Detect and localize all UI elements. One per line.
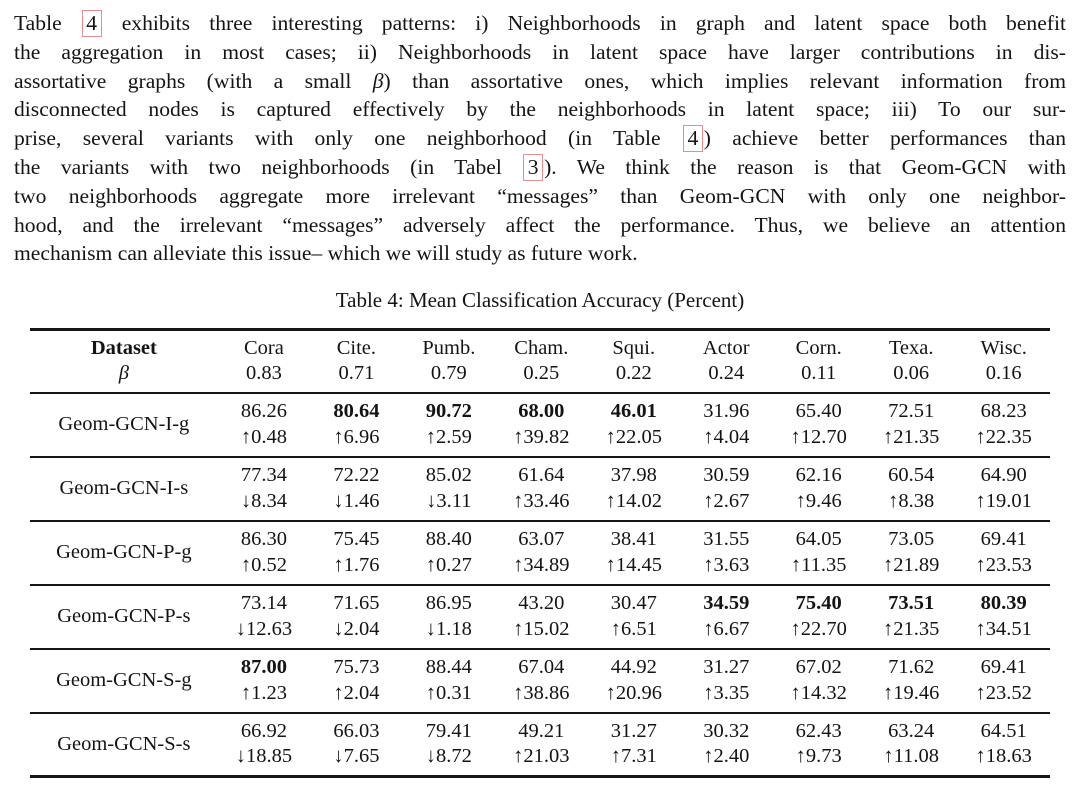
text-run: the aggregation in most cases; ii) Neighborhoods in latent space have larger contributions in dis-: [14, 39, 1066, 64]
accuracy-value: 31.27: [610, 720, 657, 743]
accuracy-cell: [865, 713, 957, 777]
dataset-name: Texa.: [888, 337, 934, 360]
delta-value: ↑14.45: [605, 553, 662, 576]
accuracy-value: 30.32: [703, 720, 750, 743]
accuracy-cell: [772, 521, 864, 585]
table-row: [30, 585, 1050, 649]
accuracy-value: 34.59: [703, 592, 750, 615]
accuracy-cell: [495, 585, 587, 649]
header-column-cell: [403, 330, 495, 393]
accuracy-cell: [310, 649, 402, 713]
delta-value: ↑20.96: [605, 681, 662, 704]
accuracy-value: 73.51: [888, 592, 935, 615]
delta-value: ↑18.63: [975, 745, 1032, 768]
beta-value: 0.16: [985, 362, 1022, 385]
accuracy-value: 90.72: [425, 400, 472, 423]
accuracy-value: 79.41: [425, 720, 472, 743]
accuracy-cell: [772, 713, 864, 777]
accuracy-cell: [865, 521, 957, 585]
paragraph-line: [14, 239, 1066, 268]
beta-value: 0.25: [523, 362, 560, 385]
header-column-cell: [495, 330, 587, 393]
accuracy-value: 65.40: [795, 400, 842, 423]
accuracy-cell: [310, 521, 402, 585]
text-run: disconnected nodes is captured effectively by the neighborhoods in latent space; iii) To our sur-: [14, 97, 1066, 122]
header-column-cell: [865, 330, 957, 393]
accuracy-value: 31.96: [703, 400, 750, 423]
accuracy-cell: [495, 521, 587, 585]
delta-value: ↑15.02: [513, 617, 570, 640]
model-name-cell: Geom-GCN-S-s: [57, 732, 191, 755]
accuracy-cell: [495, 457, 587, 521]
accuracy-cell: [957, 585, 1050, 649]
delta-value: ↑11.08: [883, 745, 939, 768]
accuracy-cell: [680, 649, 772, 713]
accuracy-value: 30.47: [610, 592, 657, 615]
accuracy-value: 46.01: [610, 400, 657, 423]
accuracy-value: 62.43: [795, 720, 842, 743]
accuracy-cell: [680, 393, 772, 457]
accuracy-value: 38.41: [610, 528, 657, 551]
accuracy-value: 63.07: [518, 528, 565, 551]
accuracy-cell: [310, 713, 402, 777]
accuracy-value: 88.44: [425, 656, 472, 679]
dataset-name: Wisc.: [980, 337, 1027, 360]
accuracy-cell: [403, 457, 495, 521]
delta-value: ↑34.89: [513, 553, 570, 576]
accuracy-value: 62.16: [795, 464, 842, 487]
beta-value: 0.83: [245, 362, 282, 385]
table-4-wrap: [30, 328, 1050, 778]
beta-value: 0.71: [338, 362, 375, 385]
header-column-cell: [310, 330, 402, 393]
accuracy-value: 80.64: [333, 400, 380, 423]
accuracy-cell: [310, 457, 402, 521]
text-run: prise, several variants with only one neighborhood (in Table: [14, 126, 682, 151]
dataset-name: Cite.: [336, 337, 377, 360]
delta-value: ↓18.85: [235, 745, 293, 768]
table-reference-link[interactable]: 3: [523, 154, 543, 181]
accuracy-value: 64.51: [980, 720, 1027, 743]
delta-value: ↑8.38: [888, 489, 935, 512]
table-row: [30, 713, 1050, 777]
delta-value: ↑0.48: [240, 425, 287, 448]
accuracy-cell: [588, 585, 680, 649]
paragraph-line: [14, 211, 1066, 240]
delta-value: ↑21.89: [883, 553, 940, 576]
beta-value: 0.79: [430, 362, 467, 385]
delta-value: ↓8.72: [425, 745, 472, 768]
delta-value: ↑22.05: [605, 425, 662, 448]
accuracy-cell: [957, 457, 1050, 521]
accuracy-value: 88.40: [425, 528, 472, 551]
accuracy-cell: [218, 713, 310, 777]
accuracy-value: 64.05: [795, 528, 842, 551]
text-run: ) achieve better performances than: [703, 126, 1066, 151]
header-column-cell: [772, 330, 864, 393]
accuracy-value: 67.02: [795, 656, 842, 679]
delta-value: ↑34.51: [975, 617, 1032, 640]
accuracy-value: 69.41: [980, 528, 1027, 551]
accuracy-value: 72.51: [888, 400, 935, 423]
accuracy-cell: [680, 457, 772, 521]
accuracy-cell: [495, 713, 587, 777]
text-run: two neighborhoods aggregate more irrelevant “messages” than Geom-GCN with only one neighbor-: [14, 183, 1066, 208]
delta-value: ↑33.46: [513, 489, 570, 512]
accuracy-value: 75.73: [333, 656, 380, 679]
accuracy-cell: [865, 649, 957, 713]
accuracy-cell: [772, 649, 864, 713]
accuracy-cell: [957, 393, 1050, 457]
beta-value: 0.22: [615, 362, 652, 385]
accuracy-value: 66.03: [333, 720, 380, 743]
accuracy-value: 73.05: [888, 528, 935, 551]
delta-value: ↓8.34: [240, 489, 287, 512]
accuracy-cell: [218, 457, 310, 521]
accuracy-value: 86.26: [240, 400, 287, 423]
paragraph-line: [14, 67, 1066, 96]
delta-value: ↑0.52: [240, 553, 287, 576]
delta-value: ↑19.46: [883, 681, 940, 704]
paragraph-line: [14, 38, 1066, 67]
accuracy-cell: [772, 457, 864, 521]
delta-value: ↓2.04: [333, 617, 380, 640]
accuracy-cell: [218, 393, 310, 457]
accuracy-cell: [957, 521, 1050, 585]
accuracy-value: 86.95: [425, 592, 472, 615]
delta-value: ↑6.51: [610, 617, 657, 640]
accuracy-cell: [588, 457, 680, 521]
accuracy-cell: [403, 521, 495, 585]
accuracy-cell: [495, 393, 587, 457]
delta-value: ↑7.31: [610, 745, 657, 768]
accuracy-cell: [865, 393, 957, 457]
accuracy-value: 85.02: [425, 464, 472, 487]
paragraph-line: [14, 153, 1066, 182]
header-column-cell: [957, 330, 1050, 393]
table-row: [30, 393, 1050, 457]
table-reference-link[interactable]: 4: [683, 125, 703, 152]
delta-value: ↓1.18: [425, 617, 472, 640]
accuracy-value: 61.64: [518, 464, 565, 487]
paragraph-line: [14, 182, 1066, 211]
dataset-name: Pumb.: [422, 337, 476, 360]
delta-value: ↑6.67: [703, 617, 750, 640]
accuracy-value: 31.27: [703, 656, 750, 679]
delta-value: ↑21.35: [883, 617, 940, 640]
accuracy-value: 77.34: [240, 464, 287, 487]
beta-symbol: β: [372, 68, 384, 93]
accuracy-cell: [588, 393, 680, 457]
accuracy-cell: [310, 393, 402, 457]
delta-value: ↑22.35: [975, 425, 1032, 448]
model-name-cell: Geom-GCN-I-s: [59, 476, 189, 499]
text-run: assortative graphs (with a small: [14, 68, 373, 93]
delta-value: ↑19.01: [975, 489, 1032, 512]
accuracy-cell: [495, 649, 587, 713]
paragraph-line: [14, 124, 1066, 153]
header-column-cell: [588, 330, 680, 393]
beta-value: 0.11: [801, 362, 837, 385]
paragraph-line: [14, 9, 1066, 38]
dataset-name: Corn.: [795, 337, 842, 360]
accuracy-value: 72.22: [333, 464, 380, 487]
text-run: ) than assortative ones, which implies relevant information from: [383, 68, 1066, 93]
accuracy-cell: [218, 649, 310, 713]
accuracy-value: 37.98: [610, 464, 657, 487]
text-run: exhibits three interesting patterns: i) Neighborhoods in graph and latent space both benefit: [102, 11, 1066, 35]
delta-value: ↑2.59: [425, 425, 472, 448]
accuracy-cell: [588, 521, 680, 585]
accuracy-value: 49.21: [518, 720, 565, 743]
accuracy-value: 66.92: [240, 720, 287, 743]
accuracy-cell: [957, 713, 1050, 777]
table-row: [30, 457, 1050, 521]
accuracy-value: 86.30: [240, 528, 287, 551]
header-column-cell: [680, 330, 772, 393]
delta-value: ↑23.52: [975, 681, 1032, 704]
accuracy-table: [30, 328, 1050, 778]
beta-value: 0.24: [708, 362, 745, 385]
accuracy-value: 31.55: [703, 528, 750, 551]
delta-value: ↑4.04: [703, 425, 750, 448]
paragraph-line: [14, 95, 1066, 124]
accuracy-cell: [772, 585, 864, 649]
accuracy-cell: [680, 713, 772, 777]
dataset-label: Dataset: [90, 337, 157, 360]
accuracy-value: 43.20: [518, 592, 565, 615]
delta-value: ↑0.31: [425, 681, 472, 704]
delta-value: ↓12.63: [235, 617, 293, 640]
delta-value: ↑11.35: [790, 553, 847, 576]
delta-value: ↓1.46: [333, 489, 380, 512]
dataset-name: Cham.: [514, 337, 569, 360]
accuracy-cell: [957, 649, 1050, 713]
accuracy-cell: [680, 521, 772, 585]
header-dataset-cell: [30, 330, 218, 393]
delta-value: ↑2.67: [703, 489, 750, 512]
accuracy-cell: [865, 585, 957, 649]
delta-value: ↑0.27: [425, 553, 472, 576]
accuracy-value: 87.00: [240, 656, 287, 679]
delta-value: ↑1.76: [333, 553, 380, 576]
beta-row-label: β: [118, 362, 129, 385]
accuracy-value: 73.14: [240, 592, 287, 615]
text-run: mechanism can alleviate this issue– which we will study as future work.: [14, 241, 638, 266]
model-name-cell: Geom-GCN-S-g: [56, 668, 192, 691]
table-row: [30, 521, 1050, 585]
accuracy-value: 71.62: [888, 656, 935, 679]
accuracy-value: 60.54: [888, 464, 935, 487]
accuracy-value: 63.24: [888, 720, 935, 743]
table-reference-link[interactable]: 4: [82, 10, 102, 37]
delta-value: ↑38.86: [513, 681, 570, 704]
accuracy-value: 67.04: [518, 656, 565, 679]
delta-value: ↑9.73: [795, 745, 842, 768]
delta-value: ↑23.53: [975, 553, 1032, 576]
delta-value: ↓7.65: [333, 745, 380, 768]
model-name-cell: Geom-GCN-P-s: [57, 604, 191, 627]
accuracy-value: 44.92: [610, 656, 657, 679]
table-header-row: [30, 330, 1050, 393]
accuracy-cell: [310, 585, 402, 649]
delta-value: ↑14.32: [790, 681, 847, 704]
accuracy-value: 71.65: [333, 592, 380, 615]
accuracy-cell: [403, 585, 495, 649]
beta-value: 0.06: [893, 362, 930, 385]
header-column-cell: [218, 330, 310, 393]
model-name-cell: Geom-GCN-P-g: [56, 540, 192, 563]
table-caption: Table 4: Mean Classification Accuracy (Percent): [335, 288, 745, 313]
text-run: ). We think the reason is that Geom-GCN with: [544, 154, 1066, 179]
accuracy-value: 69.41: [980, 656, 1027, 679]
delta-value: ↑1.23: [240, 681, 287, 704]
accuracy-value: 75.40: [795, 592, 842, 615]
text-run: the variants with two neighborhoods (in Tabel: [14, 154, 523, 179]
delta-value: ↑9.46: [795, 489, 842, 512]
accuracy-value: 64.90: [980, 464, 1027, 487]
accuracy-cell: [772, 393, 864, 457]
accuracy-cell: [403, 649, 495, 713]
accuracy-value: 80.39: [980, 592, 1027, 615]
accuracy-value: 30.59: [703, 464, 750, 487]
model-name-cell: Geom-GCN-I-g: [58, 412, 190, 435]
delta-value: ↑39.82: [513, 425, 570, 448]
delta-value: ↓3.11: [426, 489, 472, 512]
text-run: Table: [14, 11, 81, 35]
delta-value: ↑22.70: [790, 617, 847, 640]
dataset-name: Actor: [702, 337, 750, 360]
accuracy-value: 68.00: [518, 400, 565, 423]
accuracy-table-body: [30, 330, 1050, 777]
delta-value: ↑14.02: [605, 489, 662, 512]
delta-value: ↑21.03: [513, 745, 570, 768]
accuracy-value: 75.45: [333, 528, 380, 551]
delta-value: ↑3.35: [703, 681, 750, 704]
accuracy-cell: [403, 393, 495, 457]
accuracy-cell: [865, 457, 957, 521]
delta-value: ↑12.70: [790, 425, 847, 448]
accuracy-cell: [218, 521, 310, 585]
table-row: [30, 649, 1050, 713]
accuracy-cell: [403, 713, 495, 777]
delta-value: ↑2.04: [333, 681, 380, 704]
delta-value: ↑21.35: [883, 425, 940, 448]
dataset-name: Squi.: [612, 337, 656, 360]
paragraph: [14, 9, 1066, 268]
delta-value: ↑6.96: [333, 425, 380, 448]
text-run: hood, and the irrelevant “messages” adversely affect the performance. Thus, we believe an attention: [14, 212, 1066, 237]
delta-value: ↑3.63: [703, 553, 750, 576]
accuracy-cell: [680, 585, 772, 649]
accuracy-cell: [588, 713, 680, 777]
dataset-name: Cora: [243, 337, 284, 360]
delta-value: ↑2.40: [703, 745, 750, 768]
accuracy-cell: [588, 649, 680, 713]
accuracy-value: 68.23: [980, 400, 1027, 423]
accuracy-cell: [218, 585, 310, 649]
